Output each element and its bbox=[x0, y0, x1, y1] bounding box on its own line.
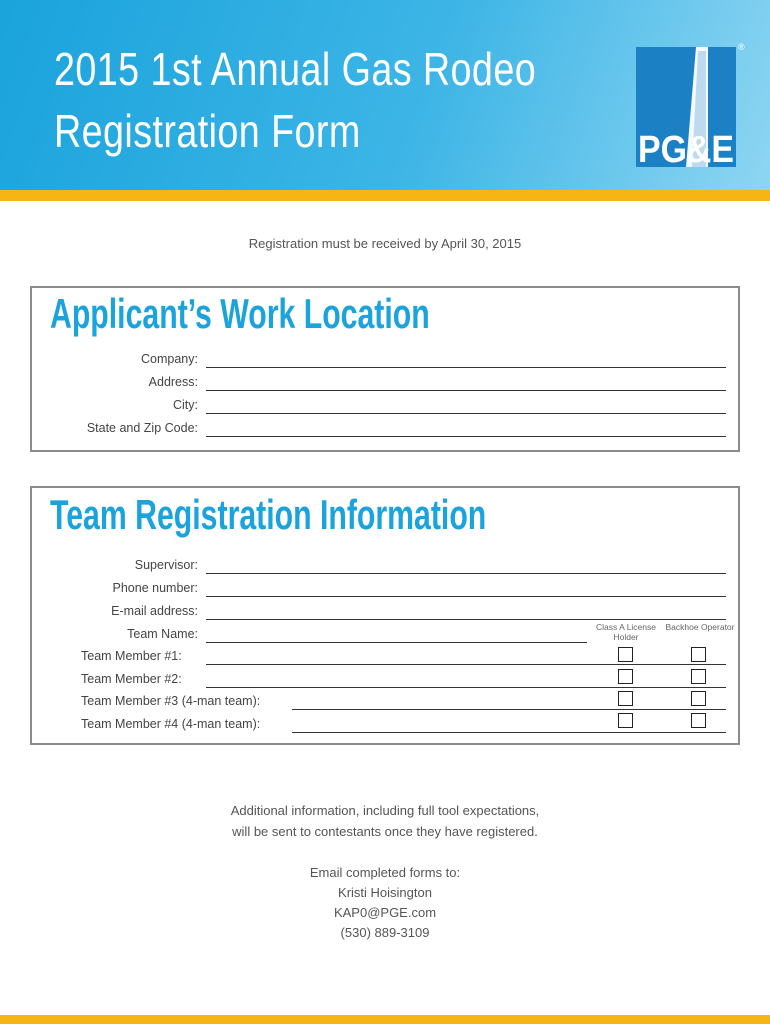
member-3-label: Team Member #3 (4-man team): bbox=[81, 694, 261, 708]
member-4-field[interactable] bbox=[292, 732, 726, 733]
member-4-license-checkbox[interactable] bbox=[618, 713, 633, 728]
info-line-1: Additional information, including full tool expectations, bbox=[230, 803, 540, 818]
address-label: Address: bbox=[148, 375, 198, 389]
team-name-field[interactable] bbox=[206, 642, 587, 643]
header-banner bbox=[0, 0, 770, 190]
member-1-label: Team Member #1: bbox=[81, 649, 182, 663]
team-name-label: Team Name: bbox=[127, 627, 198, 641]
logo-text: PG&E bbox=[638, 129, 734, 167]
contact-name: Kristi Hoisington bbox=[338, 885, 432, 900]
title-line-2: Registration Form bbox=[54, 105, 361, 157]
member-2-license-checkbox[interactable] bbox=[618, 669, 633, 684]
deadline-notice: Registration must be received by April 30, 2015 bbox=[248, 236, 522, 251]
member-4-backhoe-checkbox[interactable] bbox=[691, 713, 706, 728]
email-field[interactable] bbox=[206, 619, 726, 620]
additional-info bbox=[0, 800, 770, 842]
registered-mark: ® bbox=[738, 42, 745, 52]
email-intro: Email completed forms to: bbox=[309, 865, 461, 880]
contact-phone: (530) 889-3109 bbox=[340, 925, 430, 940]
supervisor-label: Supervisor: bbox=[134, 558, 198, 572]
member-4-label: Team Member #4 (4-man team): bbox=[81, 717, 261, 731]
title-line-1: 2015 1st Annual Gas Rodeo bbox=[54, 43, 537, 95]
contact-block bbox=[0, 863, 770, 943]
supervisor-field[interactable] bbox=[206, 573, 726, 574]
member-3-field[interactable] bbox=[292, 709, 726, 710]
city-label: City: bbox=[173, 398, 198, 412]
member-1-license-checkbox[interactable] bbox=[618, 647, 633, 662]
email-label: E-mail address: bbox=[111, 604, 198, 618]
member-2-label: Team Member #2: bbox=[81, 672, 182, 686]
bottom-stripe bbox=[0, 1015, 770, 1024]
backhoe-column-header: Backhoe Operator bbox=[665, 622, 735, 632]
pge-logo bbox=[636, 47, 736, 167]
header-stripe bbox=[0, 190, 770, 201]
member-1-backhoe-checkbox[interactable] bbox=[691, 647, 706, 662]
contact-email[interactable]: KAP0@PGE.com bbox=[333, 905, 437, 920]
member-2-backhoe-checkbox[interactable] bbox=[691, 669, 706, 684]
city-field[interactable] bbox=[206, 413, 726, 414]
company-field[interactable] bbox=[206, 367, 726, 368]
work-location-section bbox=[30, 286, 740, 452]
member-3-license-checkbox[interactable] bbox=[618, 691, 633, 706]
member-1-field[interactable] bbox=[206, 664, 726, 665]
license-column-header: Class A License Holder bbox=[595, 622, 656, 642]
team-registration-title: Team Registration Information bbox=[50, 491, 487, 538]
phone-label: Phone number: bbox=[112, 581, 198, 595]
address-field[interactable] bbox=[206, 390, 726, 391]
company-label: Company: bbox=[141, 352, 198, 366]
state-zip-label: State and Zip Code: bbox=[86, 421, 198, 435]
state-zip-field[interactable] bbox=[206, 436, 726, 437]
work-location-title: Applicant’s Work Location bbox=[50, 290, 430, 337]
member-2-field[interactable] bbox=[206, 687, 726, 688]
phone-field[interactable] bbox=[206, 596, 726, 597]
info-line-2: will be sent to contestants once they have registered. bbox=[232, 824, 538, 839]
member-3-backhoe-checkbox[interactable] bbox=[691, 691, 706, 706]
team-registration-section bbox=[30, 486, 740, 745]
page-title bbox=[54, 38, 536, 162]
